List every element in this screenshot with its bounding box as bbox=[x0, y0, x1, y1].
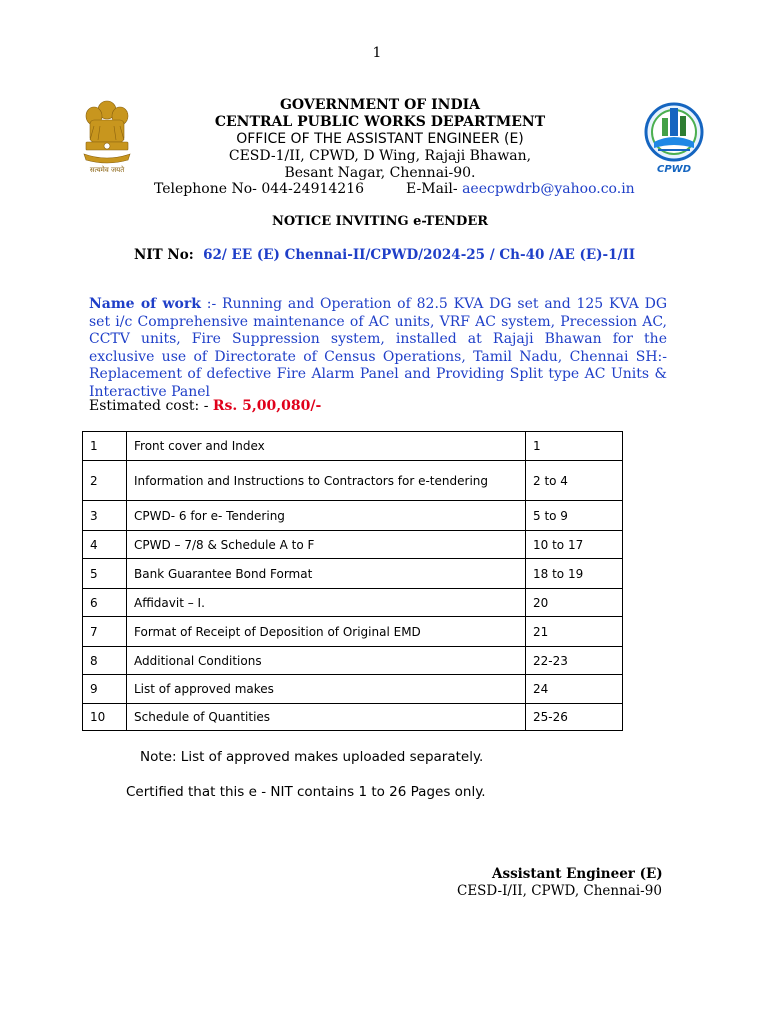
index-item: List of approved makes bbox=[127, 675, 526, 704]
signatory-office: CESD-I/II, CPWD, Chennai-90 bbox=[457, 883, 662, 899]
cpwd-logo-text: CPWD bbox=[657, 164, 691, 175]
index-item: Affidavit – I. bbox=[127, 589, 526, 617]
table-row bbox=[83, 559, 623, 589]
index-pages: 24 bbox=[526, 675, 623, 704]
index-pages: 20 bbox=[526, 589, 623, 617]
index-item: Additional Conditions bbox=[127, 647, 526, 675]
note-text: Note: List of approved makes uploaded separately. bbox=[140, 749, 484, 765]
cpwd-logo-icon bbox=[640, 96, 708, 176]
index-no: 5 bbox=[83, 559, 127, 589]
index-item: Front cover and Index bbox=[127, 432, 526, 461]
nit-number bbox=[134, 247, 635, 263]
index-pages: 25-26 bbox=[526, 704, 623, 731]
table-row bbox=[83, 461, 623, 501]
telephone-text: Telephone No- 044-24914216 bbox=[154, 181, 365, 197]
table-row bbox=[83, 531, 623, 559]
index-no: 6 bbox=[83, 589, 127, 617]
index-pages: 22-23 bbox=[526, 647, 623, 675]
index-pages: 21 bbox=[526, 617, 623, 647]
name-of-work bbox=[89, 296, 667, 401]
index-pages: 10 to 17 bbox=[526, 531, 623, 559]
emblem-motto: सत्यमेव जयते bbox=[89, 166, 125, 174]
table-row bbox=[83, 589, 623, 617]
page-number: 1 bbox=[372, 45, 382, 61]
estimate-amount: Rs. 5,00,080/- bbox=[212, 398, 322, 414]
header-contact bbox=[154, 181, 635, 197]
nit-label: NIT No: bbox=[134, 247, 194, 263]
header-office: OFFICE OF THE ASSISTANT ENGINEER (E) bbox=[236, 131, 524, 147]
index-no: 7 bbox=[83, 617, 127, 647]
index-no: 10 bbox=[83, 704, 127, 731]
certificate-text: Certified that this e - NIT contains 1 to 26 Pages only. bbox=[126, 784, 486, 800]
index-item: CPWD – 7/8 & Schedule A to F bbox=[127, 531, 526, 559]
index-pages: 5 to 9 bbox=[526, 501, 623, 531]
index-no: 1 bbox=[83, 432, 127, 461]
table-row bbox=[83, 704, 623, 731]
index-no: 2 bbox=[83, 461, 127, 501]
table-row bbox=[83, 501, 623, 531]
index-item: Information and Instructions to Contractors for e-tendering bbox=[127, 461, 526, 501]
estimated-cost bbox=[89, 398, 321, 414]
index-pages: 18 to 19 bbox=[526, 559, 623, 589]
table-row bbox=[83, 617, 623, 647]
table-row bbox=[83, 675, 623, 704]
work-text: :- Running and Operation of 82.5 KVA DG set and 125 KVA DG set i/c Comprehensive maintenance of AC units, VRF AC system, Precession AC, CCTV units, Fire Suppression system, installed at Rajaji Bhawan for the exclusive use of Directorate of Census Operations, Tamil Nadu, Chennai SH:- Replacement of defective Fire Alarm Panel and Providing Split type AC Units & Interactive Panel bbox=[89, 296, 667, 400]
index-table bbox=[82, 431, 623, 731]
index-pages: 2 to 4 bbox=[526, 461, 623, 501]
header-address-line1: CESD-1/II, CPWD, D Wing, Rajaji Bhawan, bbox=[228, 148, 532, 164]
header-department: CENTRAL PUBLIC WORKS DEPARTMENT bbox=[214, 114, 546, 130]
index-item: Schedule of Quantities bbox=[127, 704, 526, 731]
index-item: Bank Guarantee Bond Format bbox=[127, 559, 526, 589]
index-no: 4 bbox=[83, 531, 127, 559]
table-row bbox=[83, 432, 623, 461]
index-no: 9 bbox=[83, 675, 127, 704]
index-no: 8 bbox=[83, 647, 127, 675]
notice-title: NOTICE INVITING e-TENDER bbox=[271, 214, 489, 229]
email-link[interactable]: aeecpwdrb@yahoo.co.in bbox=[462, 181, 635, 197]
nit-value: 62/ EE (E) Chennai-II/CPWD/2024-25 / Ch-40 /AE (E)-1/II bbox=[203, 247, 636, 263]
index-item: CPWD- 6 for e- Tendering bbox=[127, 501, 526, 531]
index-pages: 1 bbox=[526, 432, 623, 461]
estimate-label: Estimated cost: - bbox=[89, 398, 209, 414]
email-label: E-Mail- bbox=[406, 181, 458, 197]
table-row bbox=[83, 647, 623, 675]
header-government: GOVERNMENT OF INDIA bbox=[279, 97, 481, 113]
signatory-title: Assistant Engineer (E) bbox=[492, 866, 663, 882]
index-no: 3 bbox=[83, 501, 127, 531]
work-label: Name of work bbox=[89, 296, 201, 312]
header-address-line2: Besant Nagar, Chennai-90. bbox=[284, 165, 476, 181]
national-emblem-icon bbox=[76, 96, 138, 176]
index-item: Format of Receipt of Deposition of Original EMD bbox=[127, 617, 526, 647]
